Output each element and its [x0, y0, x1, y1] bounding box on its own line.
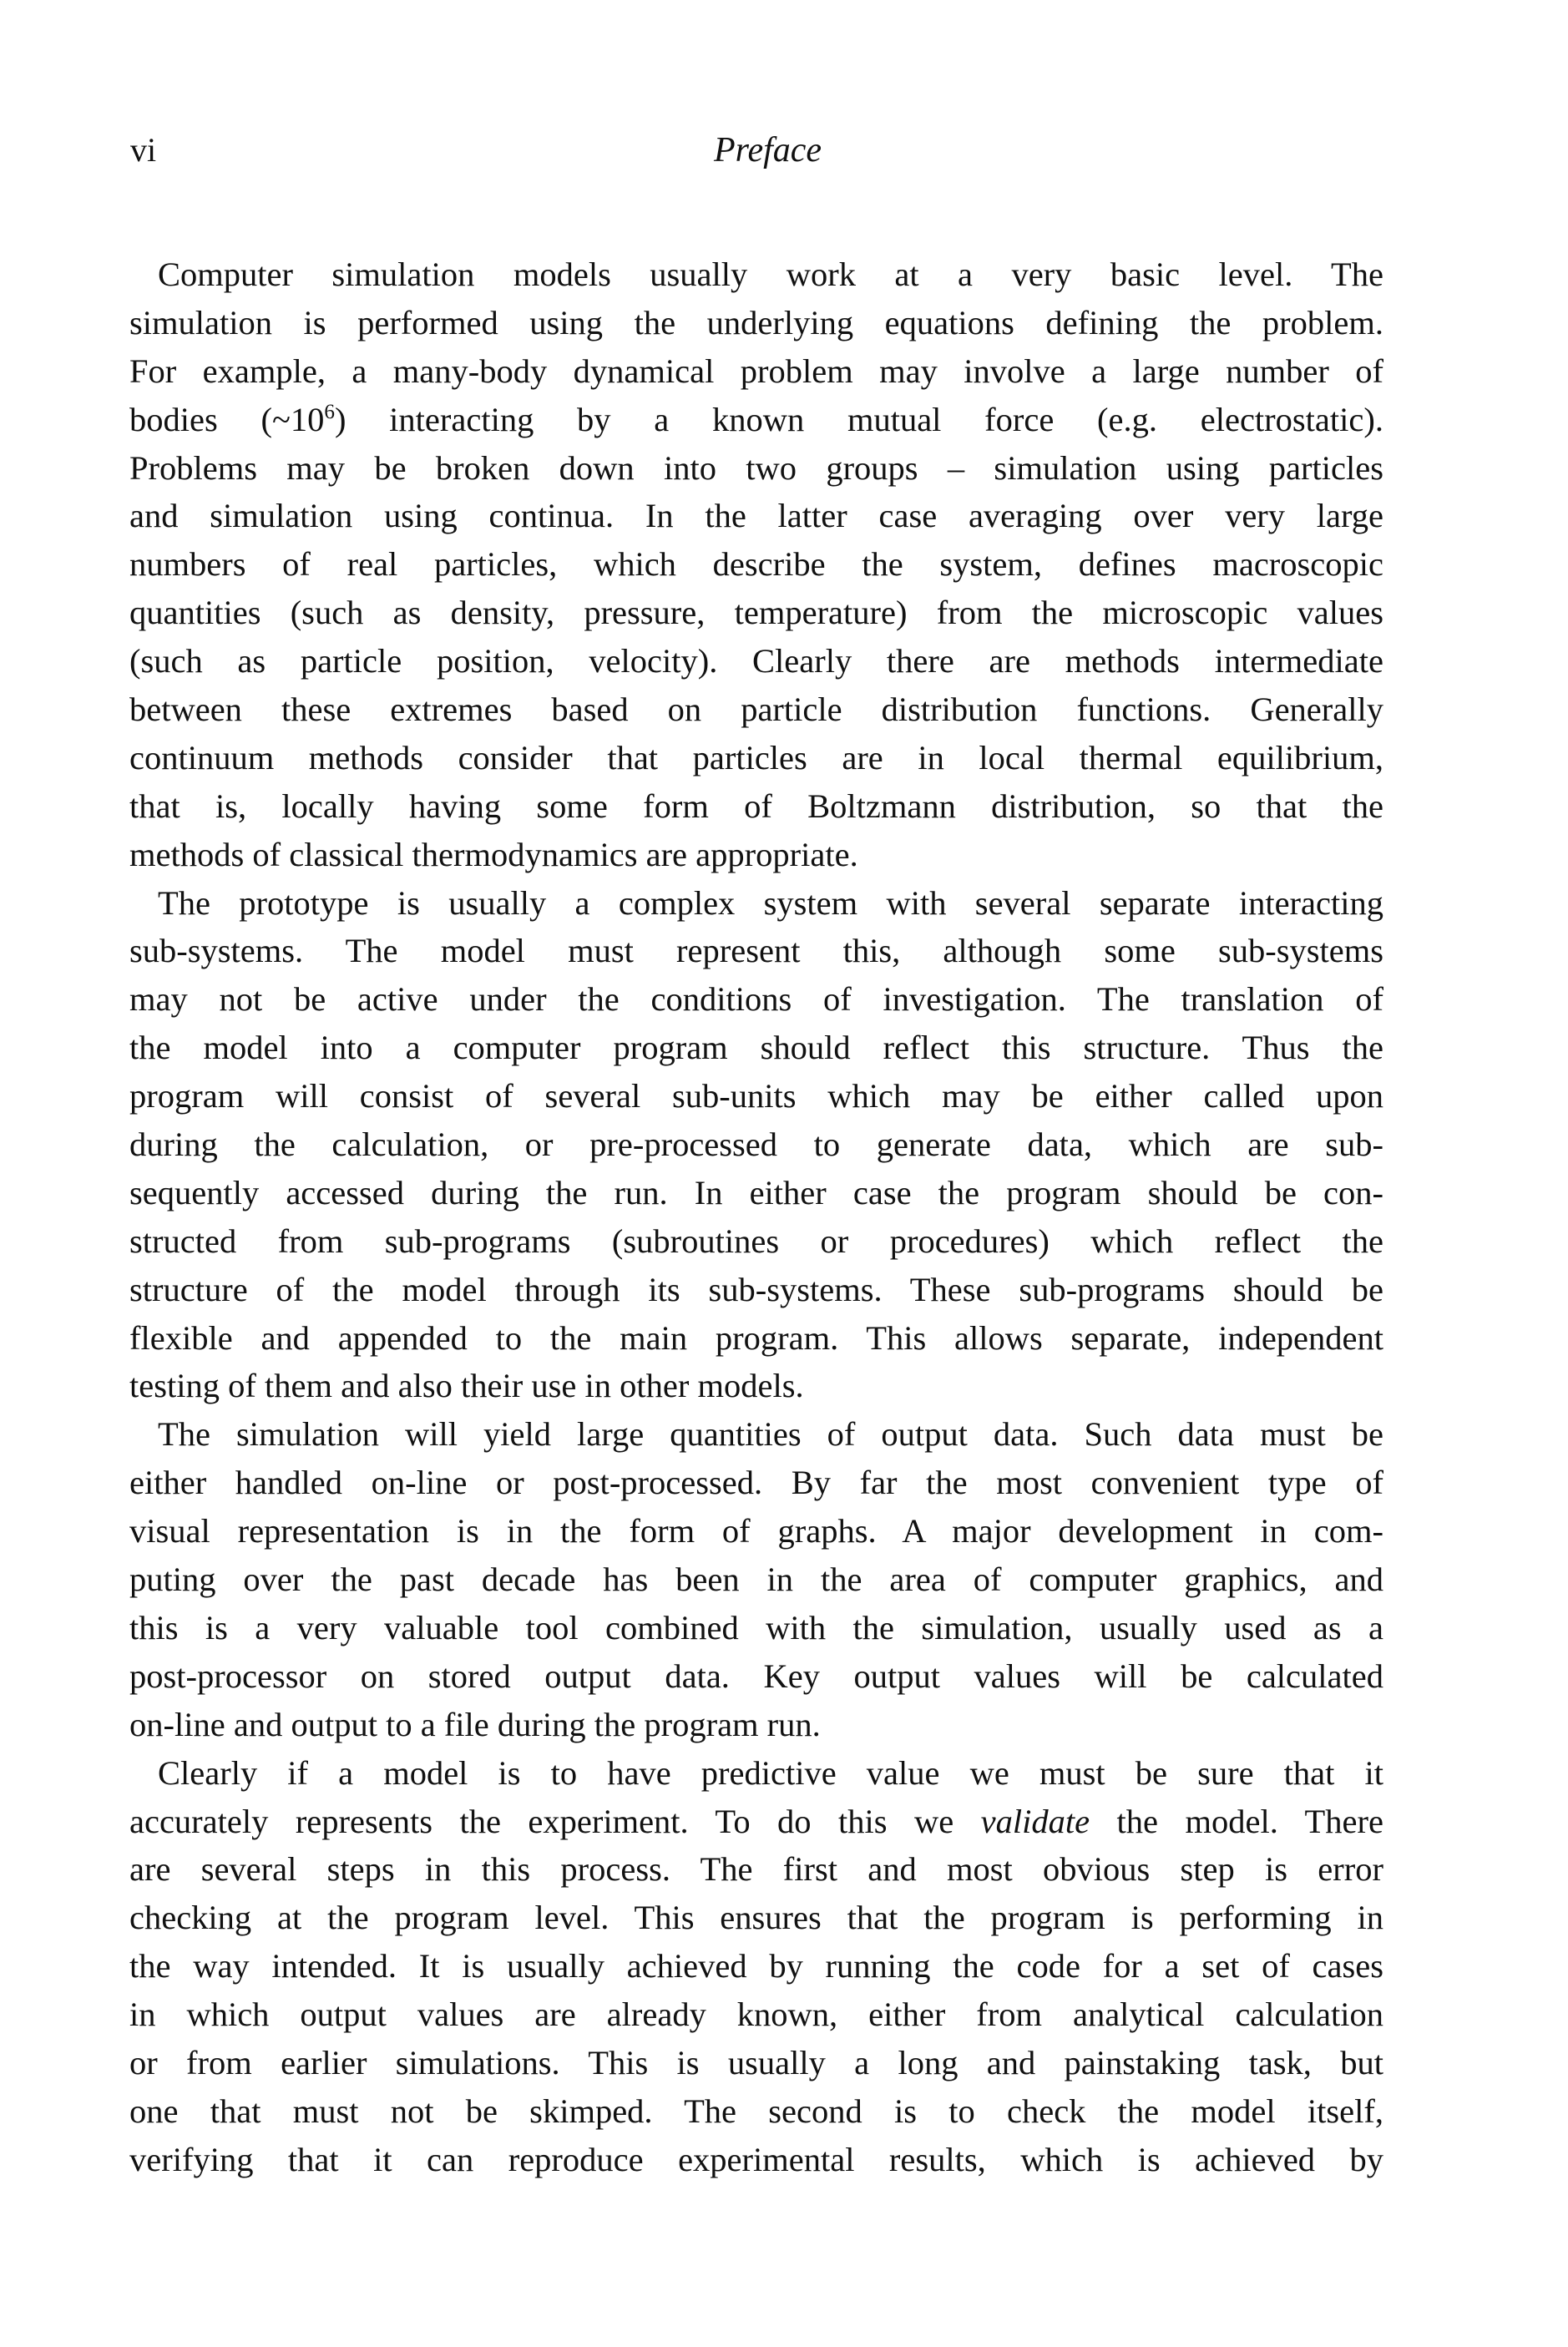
text-line: For example, a many-body dynamical problem may involve a large number of: [129, 352, 1383, 390]
paragraph-3: [129, 1410, 1383, 1748]
text-line: sequently accessed during the run. In either case the program should be con-: [129, 1173, 1383, 1211]
paragraph-4: [129, 1749, 1383, 2184]
text-line: on-line and output to a file during the program run.: [129, 1705, 821, 1743]
paragraph-2: [129, 879, 1383, 1411]
running-head: [0, 125, 1568, 175]
text-line: visual representation is in the form of graphs. A major development in com-: [129, 1512, 1383, 1550]
text-line: this is a very valuable tool combined with the simulation, usually used as a: [129, 1608, 1383, 1646]
text-run: ) interacting by a known mutual force (e.g. electrostatic).: [334, 400, 1383, 438]
text-line: The prototype is usually a complex system with several separate interacting: [158, 883, 1383, 922]
text-line: (such as particle position, velocity). Clearly there are methods intermediate: [129, 642, 1383, 680]
text-run: accurately represents the experiment. To do this we: [129, 1802, 981, 1840]
text-run: the model. There: [1090, 1802, 1383, 1840]
text-line: Computer simulation models usually work at a very basic level. The: [158, 255, 1383, 293]
text-line: and simulation using continua. In the latter case averaging over very large: [129, 497, 1383, 535]
text-line: are several steps in this process. The first and most obvious step is error: [129, 1850, 1383, 1889]
text-line: one that must not be skimped. The second is to check the model itself,: [129, 2092, 1383, 2130]
text-line: Clearly if a model is to have predictive value we must be sure that it: [158, 1753, 1383, 1792]
running-head-title: Preface: [714, 131, 822, 169]
emphasis-validate: validate: [980, 1802, 1090, 1840]
text-line: the way intended. It is usually achieved by running the code for a set of cases: [129, 1947, 1383, 1985]
text-line: or from earlier simulations. This is usually a long and painstaking task, but: [129, 2043, 1383, 2081]
text-line: program will consist of several sub-units which may be either called upon: [129, 1077, 1383, 1115]
text-line: testing of them and also their use in other models.: [129, 1367, 804, 1405]
text-line: [129, 1798, 1383, 1846]
body-text: [129, 250, 1383, 2184]
text-line: The simulation will yield large quantities of output data. Such data must be: [158, 1415, 1383, 1454]
page-number: vi: [130, 131, 157, 169]
paragraph-1: [129, 250, 1383, 879]
text-line: structure of the model through its sub-systems. These sub-programs should be: [129, 1270, 1383, 1308]
text-line: that is, locally having some form of Boltzmann distribution, so that the: [129, 787, 1383, 825]
text-line: Problems may be broken down into two groups – simulation using particles: [129, 448, 1383, 487]
text-line: the model into a computer program should reflect this structure. Thus the: [129, 1029, 1383, 1067]
text-line: checking at the program level. This ensures that the program is performing in: [129, 1899, 1383, 1937]
text-line: post-processor on stored output data. Key output values will be calculated: [129, 1657, 1383, 1695]
text-line: may not be active under the conditions of investigation. The translation of: [129, 980, 1383, 1019]
text-line: numbers of real particles, which describe the system, defines macroscopic: [129, 545, 1383, 584]
text-line: structed from sub-programs (subroutines or procedures) which reflect the: [129, 1222, 1383, 1260]
text-line: simulation is performed using the underlying equations defining the problem.: [129, 303, 1383, 341]
text-line: quantities (such as density, pressure, temperature) from the microscopic values: [129, 594, 1383, 632]
text-line: methods of classical thermodynamics are appropriate.: [129, 835, 858, 873]
text-line: in which output values are already known, either from analytical calculation: [129, 1995, 1383, 2034]
text-line: sub-systems. The model must represent this, although some sub-systems: [129, 932, 1383, 970]
text-line: verifying that it can reproduce experimental results, which is achieved by: [129, 2140, 1383, 2178]
text-line: [129, 396, 1383, 444]
text-line: during the calculation, or pre-processed to generate data, which are sub-: [129, 1125, 1383, 1164]
text-line: flexible and appended to the main program. This allows separate, independent: [129, 1318, 1383, 1357]
text-run: bodies (~10: [129, 400, 325, 438]
text-line: either handled on-line or post-processed. By far the most convenient type of: [129, 1464, 1383, 1502]
text-line: between these extremes based on particle distribution functions. Generally: [129, 690, 1383, 729]
text-line: puting over the past decade has been in the area of computer graphics, and: [129, 1560, 1383, 1599]
text-line: continuum methods consider that particles are in local thermal equilibrium,: [129, 738, 1383, 776]
superscript-exponent: 6: [324, 400, 335, 423]
